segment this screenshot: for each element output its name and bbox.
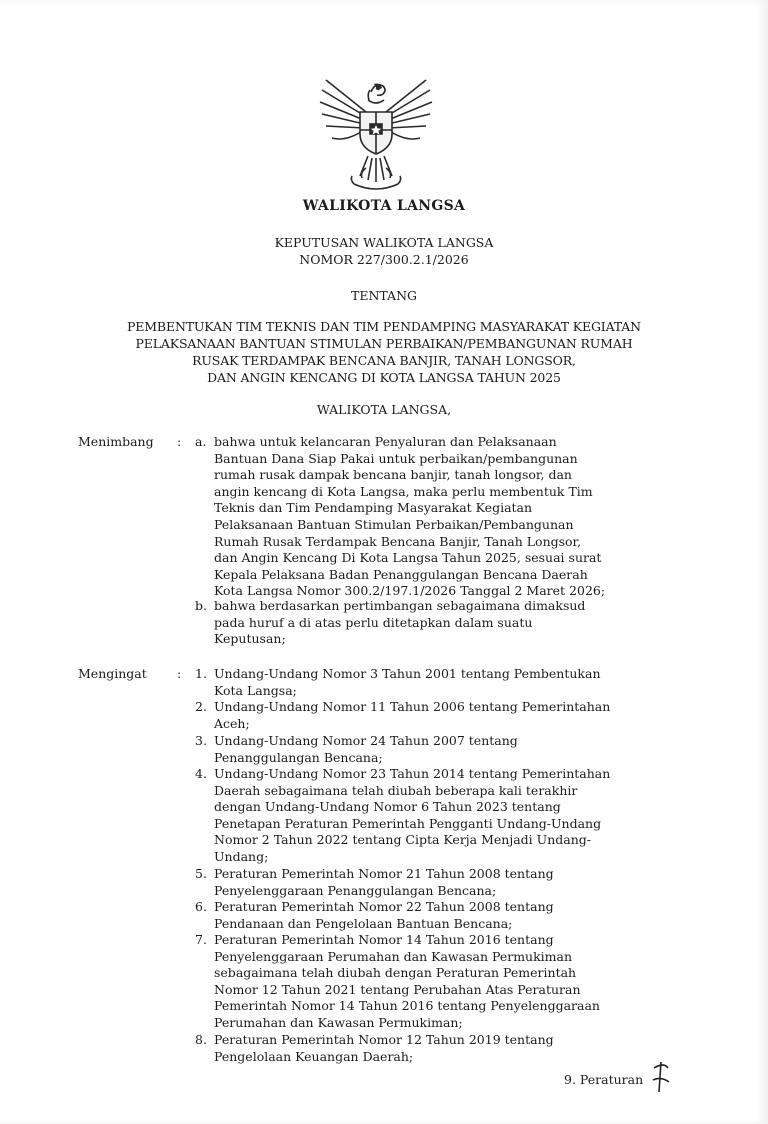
subject-line: PELAKSANAAN BANTUAN STIMULAN PERBAIKAN/PEMBANGUNAN RUMAH bbox=[135, 336, 633, 351]
walikota-heading: WALIKOTA LANGSA, bbox=[316, 402, 452, 417]
subject-line: RUSAK TERDAMPAK BENCANA BANJIR, TANAH LONGSOR, bbox=[192, 353, 576, 368]
text-line: Undang; bbox=[214, 848, 269, 864]
text-line: Pendanaan dan Pengelolaan Bantuan Bencana; bbox=[214, 915, 513, 931]
text-line: Pemerintah Nomor 14 Tahun 2016 tentang Penyelenggaraan bbox=[214, 998, 600, 1014]
continuation-note: 9. Peraturan bbox=[564, 1072, 644, 1087]
text-line: Undang-Undang Nomor 23 Tahun 2014 tentang Pemerintahan bbox=[214, 766, 611, 781]
item-text bbox=[214, 598, 670, 648]
text-line: Perumahan dan Kawasan Permukiman; bbox=[214, 1014, 463, 1030]
text-line: rumah rusak dampak bencana banjir, tanah longsor, dan bbox=[214, 467, 572, 483]
tentang-heading: TENTANG bbox=[350, 288, 417, 303]
item-text bbox=[214, 733, 670, 766]
item-marker: 5. bbox=[195, 866, 207, 881]
item-marker: 6. bbox=[195, 899, 207, 914]
text-line: Peraturan Pemerintah Nomor 12 Tahun 2019 tentang bbox=[214, 1032, 554, 1047]
subject-line: DAN ANGIN KENCANG DI KOTA LANGSA TAHUN 2025 bbox=[207, 370, 561, 385]
text-line: Nomor 12 Tahun 2021 tentang Perubahan Atas Peraturan bbox=[214, 981, 581, 997]
page-title: WALIKOTA LANGSA bbox=[302, 198, 466, 214]
text-line: Kota Langsa; bbox=[214, 682, 297, 698]
text-line: Penyelenggaraan Perumahan dan Kawasan Permukiman bbox=[214, 948, 573, 964]
text-line: Teknis dan Tim Pendamping Masyarakat Kegiatan bbox=[214, 500, 533, 516]
text-line: Undang-Undang Nomor 24 Tahun 2007 tentang bbox=[214, 733, 518, 748]
garuda-emblem-icon bbox=[316, 72, 436, 198]
item-text bbox=[214, 666, 670, 699]
signature-initial-icon bbox=[650, 1060, 672, 1094]
text-line: dengan Undang-Undang Nomor 6 Tahun 2023 tentang bbox=[214, 799, 561, 815]
item-marker: 2. bbox=[195, 699, 207, 714]
text-line: sebagaimana telah diubah dengan Peraturan Pemerintah bbox=[214, 965, 577, 981]
text-line: Penetapan Peraturan Pemerintah Pengganti Undang-Undang bbox=[214, 815, 602, 831]
text-line: Daerah sebagaimana telah diubah beberapa kali terakhir bbox=[214, 782, 578, 798]
text-line: dan Angin Kencang Di Kota Langsa Tahun 2025, sesuai surat bbox=[214, 550, 602, 566]
text-line: Pengelolaan Keuangan Daerah; bbox=[214, 1048, 414, 1064]
text-line: Pelaksanaan Bantuan Stimulan Perbaikan/Pembangunan bbox=[214, 516, 574, 532]
item-text bbox=[214, 1032, 670, 1065]
subject-line: PEMBENTUKAN TIM TEKNIS DAN TIM PENDAMPING MASYARAKAT KEGIATAN bbox=[127, 319, 641, 334]
item-marker: b. bbox=[195, 598, 207, 613]
item-marker: 3. bbox=[195, 733, 207, 748]
text-line: angin kencang di Kota Langsa, maka perlu membentuk Tim bbox=[214, 483, 593, 499]
decree-number: NOMOR 227/300.2.1/2026 bbox=[299, 252, 469, 267]
item-text bbox=[214, 899, 670, 932]
text-line: Kepala Pelaksana Badan Penanggulangan Bencana Daerah bbox=[214, 566, 588, 582]
text-line: pada huruf a di atas perlu ditetapkan dalam suatu bbox=[214, 614, 533, 630]
text-line: Nomor 2 Tahun 2022 tentang Cipta Kerja Menjadi Undang- bbox=[214, 832, 591, 848]
item-marker: 7. bbox=[195, 932, 207, 947]
text-line: bahwa berdasarkan pertimbangan sebagaimana dimaksud bbox=[214, 598, 586, 613]
text-line: Peraturan Pemerintah Nomor 21 Tahun 2008 tentang bbox=[214, 866, 554, 881]
mengingat-label: Mengingat bbox=[78, 666, 147, 681]
text-line: Rumah Rusak Terdampak Bencana Banjir, Tanah Longsor, bbox=[214, 533, 582, 549]
text-line: Penanggulangan Bencana; bbox=[214, 749, 383, 765]
item-text bbox=[214, 766, 670, 866]
text-line: Peraturan Pemerintah Nomor 22 Tahun 2008 tentang bbox=[214, 899, 554, 914]
text-line: Bantuan Dana Siap Pakai untuk perbaikan/pembangunan bbox=[214, 450, 578, 466]
item-marker: 8. bbox=[195, 1032, 207, 1047]
item-text bbox=[214, 699, 670, 732]
decree-subject bbox=[0, 318, 768, 386]
decree-heading bbox=[0, 234, 768, 268]
text-line: Keputusan; bbox=[214, 631, 286, 647]
item-marker: 1. bbox=[195, 666, 207, 681]
item-text bbox=[214, 932, 670, 1032]
decree-title: KEPUTUSAN WALIKOTA LANGSA bbox=[274, 235, 494, 250]
text-line: bahwa untuk kelancaran Penyaluran dan Pelaksanaan bbox=[214, 434, 557, 449]
item-text bbox=[214, 866, 670, 899]
text-line: Undang-Undang Nomor 3 Tahun 2001 tentang Pembentukan bbox=[214, 666, 601, 681]
text-line: Kota Langsa Nomor 300.2/197.1/2026 Tanggal 2 Maret 2026; bbox=[214, 583, 606, 599]
item-text bbox=[214, 434, 670, 600]
text-line: Undang-Undang Nomor 11 Tahun 2006 tentang Pemerintahan bbox=[214, 699, 611, 714]
text-line: Aceh; bbox=[214, 715, 250, 731]
menimbang-colon: : bbox=[177, 434, 182, 449]
menimbang-label: Menimbang bbox=[78, 434, 154, 449]
text-line: Penyelenggaraan Penanggulangan Bencana; bbox=[214, 882, 497, 898]
mengingat-colon: : bbox=[177, 666, 182, 681]
item-marker: 4. bbox=[195, 766, 207, 781]
text-line: Peraturan Pemerintah Nomor 14 Tahun 2016 tentang bbox=[214, 932, 554, 947]
item-marker: a. bbox=[195, 434, 207, 449]
